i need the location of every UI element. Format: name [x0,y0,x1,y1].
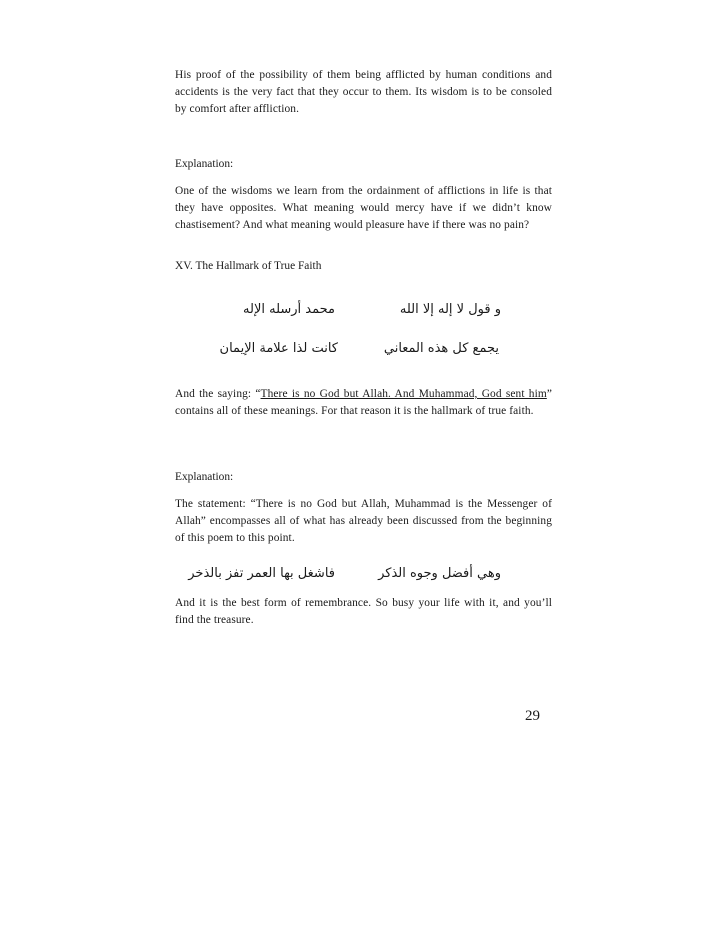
verse2-right: وهي أفضل وجوه الذكر [378,566,501,581]
verse1-line2-right: يجمع كل هذه المعاني [383,341,499,356]
verse1-line1-right: و قول لا إله إلا الله [399,302,501,317]
saying-prefix: And the saying: “ [175,388,261,400]
saying-suffix: ” contains all of these meanings. For that reason it is the hallmark of true faith. [175,388,552,417]
explanation-label-1: Explanation: [175,158,234,170]
section-heading: XV. The Hallmark of True Faith [175,260,322,272]
saying-paragraph [175,386,552,420]
explanation-paragraph-2: The statement: “There is no God but Allah, Muhammad is the Messenger of Allah” encompasses all of what has already been discussed from the beginning of this poem to this point. [175,498,552,544]
page-number: 29 [525,708,540,724]
closing-paragraph: And it is the best form of remembrance. So busy your life with it, and you’ll find the treasure. [175,597,552,626]
explanation-paragraph-1: One of the wisdoms we learn from the ordainment of afflictions in life is that they have opposites. What meaning would mercy have if we didn’t know chastisement? And what meaning would pleasure have if there was no pain? [175,185,552,231]
intro-paragraph: His proof of the possibility of them being afflicted by human conditions and accidents is the very fact that they occur to them. Its wisdom is to be consoled by comfort after affliction. [175,69,552,115]
saying-quote: There is no God but Allah. And Muhammad, God sent him [260,388,547,400]
verse1-line1-left: محمد أرسله الإله [243,302,335,317]
explanation-label-2: Explanation: [175,471,234,483]
verse1-line2-left: كانت لذا علامة الإيمان [219,341,338,356]
verse2-left: فاشغل بها العمر تفز بالذخر [188,566,335,581]
